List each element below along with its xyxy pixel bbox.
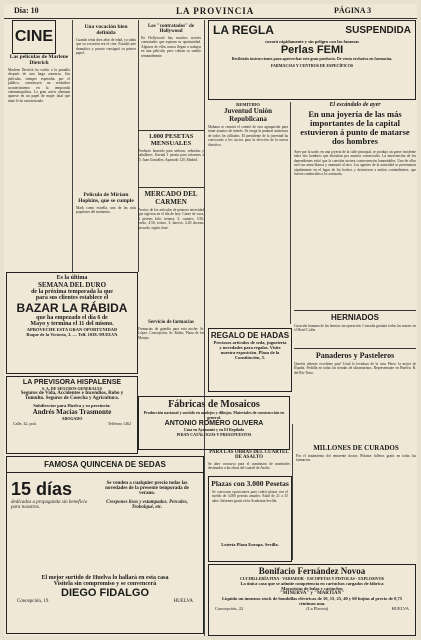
quincena-line1: El mejor surtido de Huelva lo hallará en esta casa xyxy=(41,575,169,581)
quincena-ad xyxy=(6,456,204,634)
previsora-text1: Seguros de Vida, Accidentes e Incendios, Robo y Tumulto. Seguros de Cosecha y Agricultura. xyxy=(20,391,124,401)
semana-line5: BAZAR LA RÁBIDA xyxy=(16,301,128,315)
regla-product: Perlas FEMI xyxy=(280,44,344,56)
semana-line9: Roque de la Victoria, 3. — Telf. 1038.-HUELVA xyxy=(26,332,118,337)
quincena-addr: Concepción, 19 xyxy=(17,599,49,604)
pesetas-text: Producto honrado para señoras, señoritas y caballeros. Enviad 1 peseta para informes a D. Juan González, Apartado 120, Madrid. xyxy=(138,149,204,162)
escandalo-text: Ayer por la tarde, en una joyería de la calle principal, se produjo un grave incidente entre dos hombres que discutían por asuntos comerciales. La intervención de los dependientes evitó que la cuestión tuviera consecuencias lamentables. Uno de ellos sacó un arma blanca y amenazó al otro. Los agentes de la autoridad se presentaron rápidamente en el lugar de los hechos y detuvieron a ambos contendientes, que fueron conducidos a la comisaría. xyxy=(294,150,416,177)
masthead xyxy=(4,4,417,19)
plazas-text: Se convocan oposiciones para cubrir plazas con el sueldo de 3.000 pesetas anuales. Edad de 21 a 35 años. Informes gratis en la Academia Sevilla. xyxy=(212,490,288,503)
quincena-shop: DIEGO FIDALGO xyxy=(61,587,149,599)
cine-col3-title: Los "contratados" de Hollywood xyxy=(147,24,195,34)
quincena-big: 15 días xyxy=(11,479,73,499)
escandalo-headline: En una joyería de las más importantes de la capital estuvieron á punto de matarse dos hombres xyxy=(300,109,410,146)
bonifacio-brands: "MINERVA" y "MARTIAN" xyxy=(280,591,344,596)
bonifacio-line1: La única casa que se admite competencia en cartuchos cargados de fábrica xyxy=(240,581,384,586)
semana-line6: que ha empezado el día 6 de xyxy=(36,315,108,321)
previsora-role: ABOGADO xyxy=(61,416,83,421)
cine-col2b-text: Mark como estrella, una de las más populares del momento. xyxy=(76,206,136,215)
quincena-contact xyxy=(7,599,203,604)
masthead-page: PÁGINA 3 xyxy=(334,6,372,15)
bonifacio-contact xyxy=(209,606,415,611)
regla-line1: curará rápidamente y sin peligro con las famosas xyxy=(264,39,360,44)
semana-line4: para sus clientes establece el xyxy=(35,295,109,301)
semana-line1: Es la última xyxy=(56,275,88,281)
quincena-city: HUELVA xyxy=(173,599,193,604)
bonifacio-line2: Mayoristas de balas y cartuchos xyxy=(281,586,343,591)
cine-col3 xyxy=(141,24,201,136)
quincena-line2: Visítela sin compromiso y se convencerá xyxy=(53,581,157,587)
masthead-date: Día: 10 xyxy=(14,6,39,15)
bonifacio-ad xyxy=(208,564,416,636)
regalo-title: REGALO DE HADAS xyxy=(210,331,290,340)
regla-footer: FARMACIAS Y CENTROS DE ESPECÍFICOS xyxy=(270,63,354,68)
rule xyxy=(292,424,293,560)
curados-title: MILLONES DE CURADOS xyxy=(313,444,399,452)
bonifacio-addr: Concepción, 22 xyxy=(215,606,244,611)
semana-line7: Mayo y termina el 11 del mismo. xyxy=(30,321,114,327)
plazas-ad xyxy=(208,476,292,562)
mosaicos-footer: PIDAN CATÁLOGOS Y PRESUPUESTOS xyxy=(176,432,252,437)
cuartel-text: Se abre concurso para el suministro de materiales destinados a las obras del cuartel de Asalto. xyxy=(208,462,290,471)
cine-col1 xyxy=(8,54,70,268)
herniados-text: Curación humana de las hernias sin operación. Consulta gratuita todos los martes en el Hotel Colón. xyxy=(294,324,416,333)
semana-line3: de la próxima temporada la que xyxy=(31,289,113,295)
rule xyxy=(204,20,205,636)
cine-col3-text: En Hollywood hay muchos actores contratados que esperan su oportunidad. Algunos de ellos nunca llegan a trabajar en una película, pero cobran su sueldo semanalmente. xyxy=(141,36,201,58)
curados xyxy=(296,444,416,514)
regalo-text: Preciosos artículos de seda, juguetería y novedades para regalos. Visite nuestra exposición. Plaza de la Constitución, 5. xyxy=(213,340,287,360)
panaderos-title: Panaderos y Pasteleros xyxy=(315,351,395,360)
semana-line2: SEMANA DEL DURO xyxy=(37,281,107,289)
pesetas-title: 1.000 PESETAS MENSUALES xyxy=(138,130,204,147)
previsora-ad xyxy=(6,376,138,454)
regalo-ad xyxy=(208,328,292,392)
mosaicos-ad xyxy=(138,396,290,450)
quincena-right xyxy=(97,481,197,510)
previsora-name: Andrés Macías Trasmonte xyxy=(32,408,112,416)
mosaicos-title: Fábricas de Mosaicos xyxy=(168,399,260,410)
previsora-addr: Calle, 42, pral. xyxy=(13,421,37,426)
remitido xyxy=(208,102,288,335)
regla-sub1: SUSPENDIDA xyxy=(345,24,411,36)
herniados-title: HERNIADOS xyxy=(330,313,379,322)
cine-col2b-title: Película de Miriam Hopkins, que se cumple xyxy=(78,192,134,204)
bonifacio-addr2: (La Placeta) xyxy=(306,606,329,611)
cuartel-title: PARA LAS OBRAS DEL CUARTEL DE ASALTO xyxy=(209,450,289,460)
rule xyxy=(290,102,291,324)
semana-ad xyxy=(6,272,138,374)
bonifacio-city: HUELVA xyxy=(391,606,409,611)
plazas-title: Plazas con 3.000 Pesetas xyxy=(211,479,289,488)
mercado-text: Precios de los artículos de primera necesidad que rigieron en el día de hoy: Carne de vaca, 4 pesetas kilo; ternera, 5; carnero, 3.50; cerdo, 4.50; tocino, 3; huevos, 2.40 docena; pescado, según clase. xyxy=(138,208,204,230)
cine-col1-title: Las películas de Marlene Dietrich xyxy=(9,54,69,66)
remitido-text: Mañana se reunirá el comité de esta agrupación para tratar asuntos de interés. Se ruega la puntual asistencia de todos los afiliados. El presidente de la juventud ha convocado a los socios para la elección de la nueva directiva. xyxy=(208,125,288,147)
bonifacio-title: Bonifacio Fernández Novoa xyxy=(258,566,366,576)
col-mid xyxy=(138,130,204,367)
regla-header xyxy=(209,21,415,39)
previsora-title: LA PREVISORA HISPALENSE xyxy=(22,379,122,386)
remitido-title: Juventud Unión Republicana xyxy=(223,107,273,123)
panaderos xyxy=(294,348,416,434)
quincena-small1: dedicados a propaganda sin beneficio para nosotros. xyxy=(11,500,88,510)
servicio-title: Servicio de farmacias xyxy=(148,320,194,325)
servicio-text: Farmacias de guardia para esta noche: Sr. López, Concepción; Sr. Rubio, Plaza de las Monjas. xyxy=(138,327,204,340)
cine-col2-text: Cuando tenía diez años de edad, ya sabía que su vocación era el cine. Estudió arte dramático y pronto consiguió su primer papel. xyxy=(76,38,136,56)
previsora-subtitle: S. A. DE SEGUROS GENERALES xyxy=(41,386,103,391)
semana-line8: APROVECHE ESTA GRAN OPORTUNIDAD xyxy=(26,327,118,332)
rule xyxy=(72,20,73,272)
quincena-right2: Crespones lisos y estampados. Percales, Trobolqué, etc. xyxy=(106,500,188,510)
bonifacio-line3: Liquido un inmenso stock de bombillas eléctricas de 10, 15, 25, 40 y 60 bujías al precio de 0,75 céntimos una. xyxy=(222,596,402,606)
bonifacio-sub: CUCHILLERÍA FINA - VADIADOR - ESCOPETAS Y PISTOLAS - EXPLOSIVOS xyxy=(240,576,384,581)
quincena-title: FAMOSA QUINCENA DE SEDAS xyxy=(7,457,203,473)
plazas-footer: Lotería Plaza Europa. Sevilla. xyxy=(221,542,279,547)
mosaicos-name: ANTONIO ROMERO OLIVERA xyxy=(164,420,264,427)
remitido-label: REMITIDO xyxy=(236,102,260,107)
cine-col2-title: Una vocación bien definida xyxy=(84,24,128,36)
previsora-text2: Subdirector para Huelva y su provincia: xyxy=(33,403,111,408)
masthead-title: LA PROVINCIA xyxy=(176,6,255,16)
curados-text: Por el tratamiento del eminente doctor. Pídanse folletos gratis en todas las farmacias. xyxy=(296,454,416,463)
newspaper-page xyxy=(4,4,417,636)
quincena-bottom xyxy=(7,575,203,604)
regla-text: Recibiráis instrucciones para aprovechar este gran producto. De venta exclusiva en farmacias. xyxy=(231,56,393,61)
regla-logo: LA REGLA xyxy=(213,23,274,37)
panaderos-text: Queréis obtener excelente pan? Usad la levadura de la casa Pérez, la mejor de España. Pedidla en todas las tiendas de ultramarinos. Representante en Huelva: R. del Río Tinto. xyxy=(294,362,416,375)
escandalo xyxy=(294,102,416,290)
escandalo-label: El escándalo de ayer xyxy=(329,102,381,108)
mosaicos-text: Producción nacional y surtido en azulejos y dibujos. Materiales de construcción en general. xyxy=(143,410,285,420)
previsora-contact xyxy=(7,421,137,426)
cine-col2 xyxy=(76,24,136,246)
cine-col1-text: Marlene Dietrich ha vuelto a la pantalla después de una larga ausencia. Sus películas, siempre esperadas por el público, constituyen un verdadero acontecimiento en la temporada cinematográfica. La gran actriz alemana aparece en un papel de mujer fatal que tanto le ha caracterizado. xyxy=(8,68,70,103)
regla-ad xyxy=(208,20,416,100)
mosaicos-addr: Casa en Ayamonte y en El Repilado xyxy=(183,427,245,432)
mercado-title: MERCADO DEL CARMEN xyxy=(138,187,204,206)
quincena-right1: Se venden a cualquier precio todas las novedades de la presente temporada de verano. xyxy=(105,481,189,496)
previsora-tel: Teléfono 1462 xyxy=(107,421,131,426)
quincena-left xyxy=(11,479,91,510)
cine-logo: CINE xyxy=(12,20,56,54)
